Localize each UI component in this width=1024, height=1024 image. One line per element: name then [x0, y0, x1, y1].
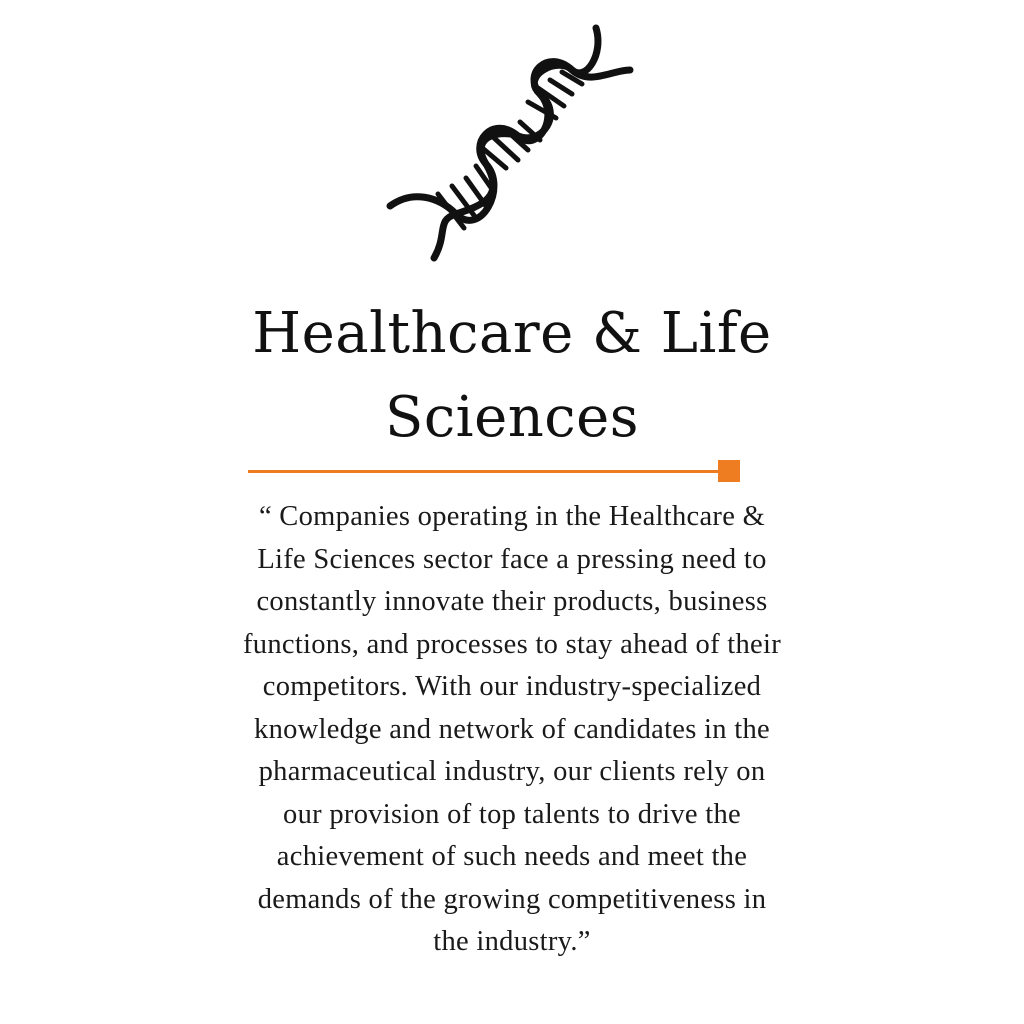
quote-line: demands of the growing competitiveness in [257, 883, 767, 915]
quote-line: pharmaceutical industry, our clients rely on [258, 756, 766, 787]
quote-line: constantly innovate their products, business [256, 586, 768, 617]
quote-line: achievement of such needs and meet the [276, 841, 748, 872]
quote-line: our provision of top talents to drive the [283, 798, 741, 830]
quote-line: knowledge and network of candidates in the [254, 713, 770, 745]
page-title [212, 292, 812, 460]
quote-line: “ Companies operating in the Healthcare & [258, 501, 766, 532]
accent-divider [248, 458, 742, 484]
divider-square [718, 460, 740, 482]
divider-line [248, 470, 726, 473]
title-line-2: Sciences [384, 385, 640, 450]
quote-line: functions, and processes to stay ahead of their [242, 628, 782, 660]
title-line-1: Healthcare & Life [252, 301, 772, 366]
quote-line: the industry.” [433, 926, 591, 957]
quote-line: Life Sciences sector face a pressing need to [257, 543, 767, 575]
quote-text [182, 496, 842, 964]
dna-helix-icon [372, 14, 648, 276]
quote-line: competitors. With our industry-specialized [262, 671, 762, 702]
